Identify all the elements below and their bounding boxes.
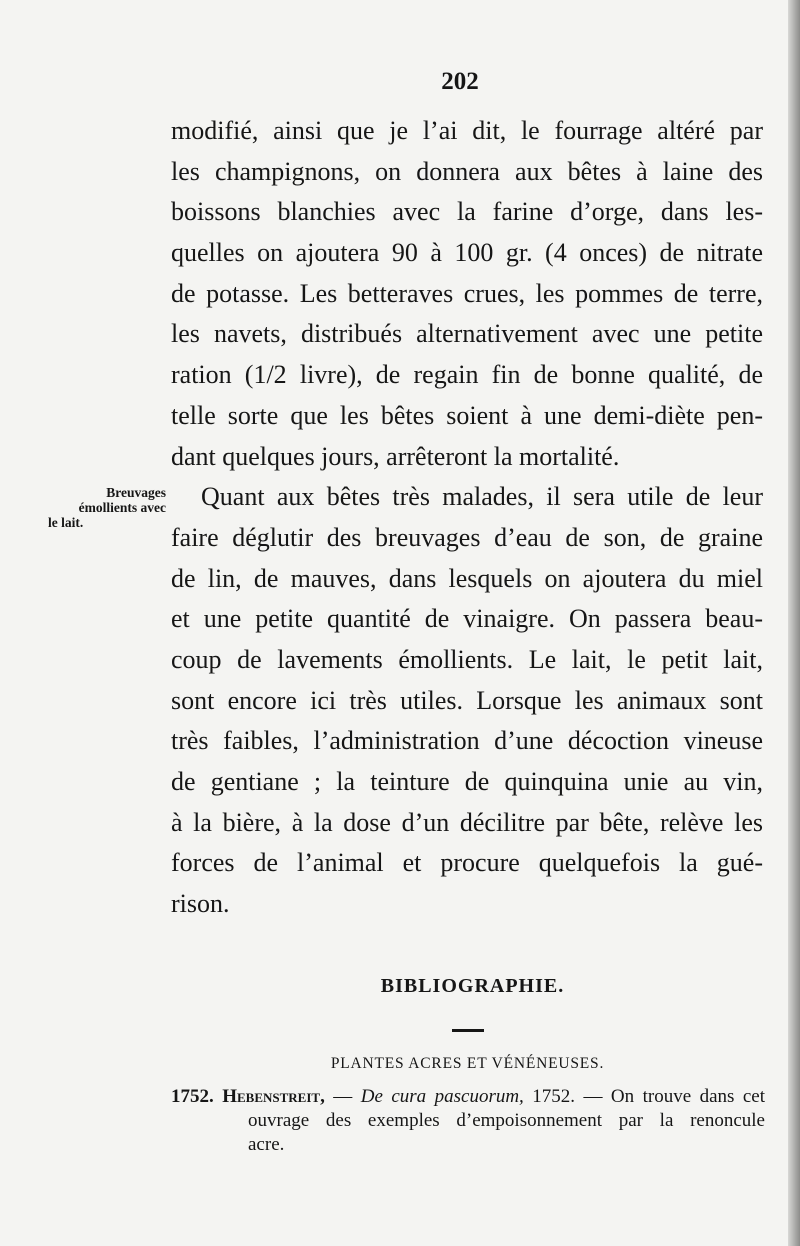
section-subheading: PLANTES ACRES ET VÉNÉNEUSES. (330, 1055, 605, 1072)
text-line: forces de l’animal et procure quelquefois la gué- (171, 848, 763, 878)
text-line: et une petite quantité de vinaigre. On passera beau- (171, 604, 763, 634)
text-line: très faibles, l’administration d’une décoction vineuse (171, 726, 763, 756)
text-line: modifié, ainsi que je l’ai dit, le fourrage altéré par (171, 116, 763, 145)
entry-title: De cura pascuorum, (360, 1086, 524, 1107)
bibliography-line (171, 1085, 765, 1109)
entry-text: — On trouve dans cet (583, 1086, 766, 1107)
text-line: à la bière, à la dose d’un décilitre par bête, relève les (171, 807, 763, 837)
divider-rule (452, 1029, 484, 1032)
text-line: Quant aux bêtes très malades, il sera utile de leur (201, 482, 763, 512)
entry-year: 1752. (171, 1086, 214, 1107)
entry-dash: — (333, 1086, 353, 1107)
text-line: de lin, de mauves, dans lesquels on ajoutera du miel (171, 563, 763, 593)
text-line: de gentiane ; la teinture de quinquina unie au vin, (171, 767, 763, 796)
body-text (171, 111, 763, 925)
text-line: les champignons, on donnera aux bêtes à laine des (171, 156, 763, 186)
text-line: faire déglutir des breuvages d’eau de son, de graine (171, 522, 763, 552)
page-number: 202 (441, 68, 479, 95)
bibliography-line: acre. (248, 1134, 285, 1155)
text-line: rison. (171, 889, 230, 919)
bibliography-entry (171, 1085, 765, 1157)
text-line: dant quelques jours, arrêteront la mortalité. (171, 441, 620, 471)
text-line: coup de lavements émollients. Le lait, le petit lait, (171, 644, 763, 674)
margin-note-line: Breuvages (106, 485, 166, 500)
text-line: telle sorte que les bêtes soient à une demi-diète pen- (171, 400, 763, 430)
text-line: les navets, distribués alternativement avec une petite (171, 319, 763, 349)
text-line: quelles on ajoutera 90 à 100 gr. (4 onces) de nitrate (171, 238, 763, 268)
text-line: ration (1/2 livre), de regain fin de bonne qualité, de (171, 360, 763, 390)
entry-title-year: 1752. (532, 1086, 576, 1107)
margin-note-line: le lait. (48, 515, 84, 530)
margin-note-line: émollients avec (78, 500, 166, 515)
margin-note (48, 485, 168, 530)
text-line: sont encore ici très utiles. Lorsque les animaux sont (171, 685, 763, 715)
bibliography-line: ouvrage des exemples d’empoisonnement par la renoncule (248, 1110, 765, 1131)
text-line: boissons blanchies avec la farine d’orge, dans les- (171, 197, 763, 227)
section-heading: BIBLIOGRAPHIE. (380, 975, 565, 997)
entry-author: Hebenstreit, (222, 1086, 325, 1107)
text-line: de potasse. Les betteraves crues, les pommes de terre, (171, 278, 763, 308)
